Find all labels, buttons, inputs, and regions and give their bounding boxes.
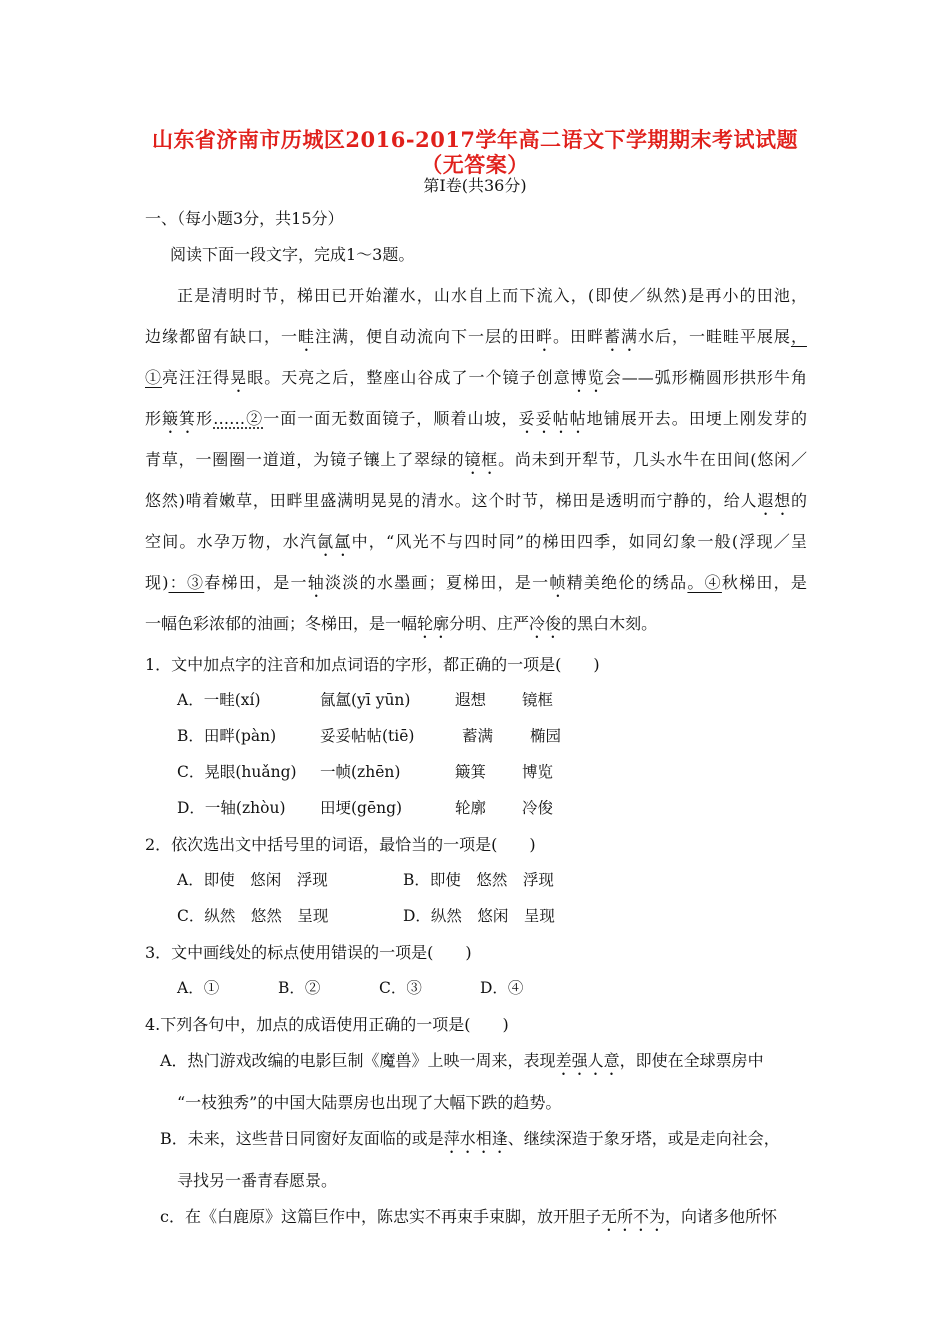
- q3-option-d: D．④: [480, 979, 524, 997]
- q1-option-b-item: 蓄满: [462, 727, 494, 745]
- passage-line: 边缘都留有缺口，一畦注满，便自动流向下一层的田畔。田畔蓄满水后，一畦畦平展展，: [145, 327, 807, 346]
- q1-option-d-item: 田埂(gēng): [320, 799, 403, 817]
- passage-line: 青草，一圈圈一道道，为镜子镶上了翠绿的镜框。尚未到开犁节，几头水牛在田间(悠闲／: [145, 450, 807, 469]
- question-4-stem: 4.下列各句中，加点的成语使用正确的一项是( ): [145, 1015, 509, 1034]
- q1-option-d-item: 冷俊: [522, 799, 554, 817]
- q1-option-c-item: 博览: [522, 763, 554, 781]
- passage-line: 空间。水孕万物，水汽氤氲中，“风光不与四时同”的梯田四季，如同幻象一般(浮现／呈: [145, 532, 807, 551]
- q1-option-a-item: 氤氲(yī yūn): [320, 691, 411, 709]
- document-title-note: （无答案）: [421, 152, 529, 177]
- q1-option-d: D．一轴(zhòu): [177, 799, 286, 817]
- q2-option-a: A．即使 悠闲 浮现: [177, 871, 328, 889]
- q4-option-a-cont: “一枝独秀”的中国大陆票房也出现了大幅下跌的趋势。: [177, 1093, 562, 1112]
- q1-option-c-item: 簸箕: [455, 763, 487, 781]
- question-2-stem: 2．依次选出文中括号里的词语，最恰当的一项是( ): [145, 835, 536, 854]
- q1-option-d-item: 轮廓: [455, 799, 487, 817]
- q2-option-d: D．纵然 悠闲 呈现: [403, 907, 555, 925]
- passage-line: ①亮汪汪得晃眼。天亮之后，整座山谷成了一个镜子创意博览会——弧形椭圆形拱形牛角: [145, 368, 807, 387]
- q3-option-a: A．①: [177, 979, 220, 997]
- q1-option-c: C．晃眼(huǎng): [177, 763, 297, 781]
- passage-line: 现)：③春梯田，是一轴淡淡的水墨画；夏梯田，是一帧精美绝伦的绣品。④秋梯田，是: [145, 573, 807, 592]
- q2-option-b: B．即使 悠然 浮现: [403, 871, 554, 889]
- q4-option-b-cont: 寻找另一番青春愿景。: [177, 1171, 338, 1190]
- passage-line: 正是清明时节，梯田已开始灌水，山水自上而下流入，(即使／纵然)是再小的田池，: [177, 286, 807, 305]
- passage-line: 悠然)啃着嫩草，田畔里盛满明晃晃的清水。这个时节，梯田是透明而宁静的，给人遐想的: [145, 491, 807, 510]
- q1-option-b-item: 椭园: [530, 727, 562, 745]
- q1-option-b-item: 妥妥帖帖(tiē): [320, 727, 415, 745]
- q1-option-c-item: 一帧(zhēn): [320, 763, 401, 781]
- q3-option-c: C．③: [379, 979, 422, 997]
- reading-instruction: 阅读下面一段文字，完成1～3题。: [170, 245, 415, 264]
- q4-option-b: B．未来，这些昔日同窗好友面临的或是萍水相逢、继续深造于象牙塔，或是走向社会，: [160, 1129, 780, 1148]
- question-3-stem: 3．文中画线处的标点使用错误的一项是( ): [145, 943, 472, 962]
- q1-option-a: A．一畦(xí): [177, 691, 261, 709]
- q2-option-c: C．纵然 悠然 呈现: [177, 907, 329, 925]
- q1-option-a-item: 遐想: [455, 691, 487, 709]
- q4-option-a: A．热门游戏改编的电影巨制《魔兽》上映一周来，表现差强人意，即使在全球票房中: [160, 1051, 764, 1070]
- volume-heading: 第Ⅰ卷(共36分): [423, 176, 527, 195]
- q4-option-c: c．在《白鹿原》这篇巨作中，陈忠实不再束手束脚，放开胆子无所不为，向诸多他所怀: [160, 1207, 777, 1226]
- q1-option-a-item: 镜框: [522, 691, 554, 709]
- passage-line: 形簸箕形……②一面一面无数面镜子，顺着山坡，妥妥帖帖地铺展开去。田埂上刚发芽的: [145, 409, 807, 428]
- q3-option-b: B．②: [278, 979, 321, 997]
- q1-option-b: B．田畔(pàn): [177, 727, 277, 745]
- passage-line: 一幅色彩浓郁的油画；冬梯田，是一幅轮廓分明、庄严冷俊的黑白木刻。: [145, 614, 658, 633]
- question-1-stem: 1．文中加点字的注音和加点词语的字形，都正确的一项是( ): [145, 655, 600, 674]
- document-title: 山东省济南市历城区2016-2017学年高二语文下学期期末考试试题: [151, 127, 799, 152]
- section-heading: 一、（每小题3分，共15分）: [145, 209, 344, 228]
